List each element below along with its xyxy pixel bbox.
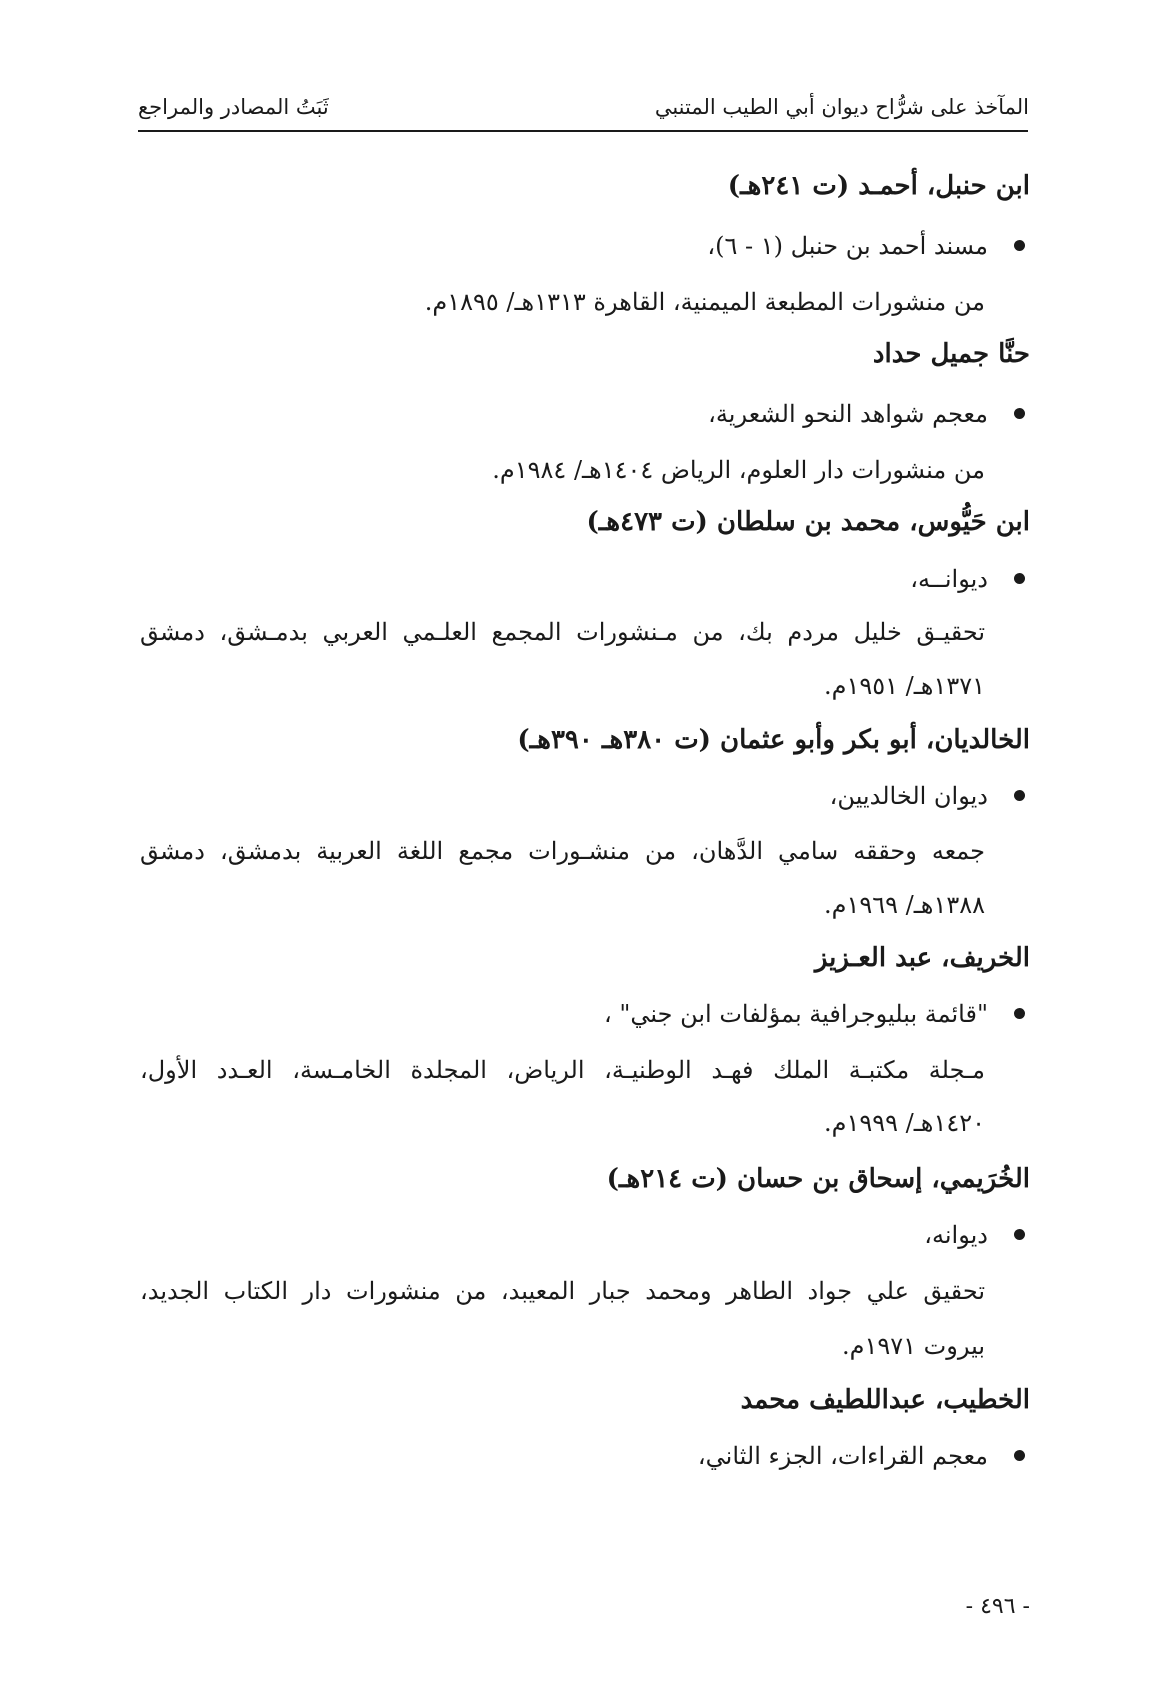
entry-work	[708, 396, 1025, 432]
entry-author: الخريف، عبد العـزيز	[814, 943, 1030, 973]
entry-publication: من منشورات دار العلوم، الرياض ١٤٠٤هـ/ ١٩٨٤م.	[492, 456, 985, 484]
entry-author: ابن حنبل، أحمـد (ت ٢٤١هـ)	[727, 171, 1030, 201]
entry-publication: جمعه وحققه سامي الدَّهان، من منشـورات مجمع اللغة العربية بدمشق، دمشق	[140, 837, 985, 865]
entry-work-title: مسند أحمد بن حنبل (١ - ٦)،	[707, 232, 988, 260]
bullet-icon	[1014, 408, 1025, 419]
entry-publication: من منشورات المطبعة الميمنية، القاهرة ١٣١٣هـ/ ١٨٩٥م.	[424, 288, 985, 316]
entry-work	[830, 778, 1025, 814]
entry-publication-date: ١٤٢٠هـ/ ١٩٩٩م.	[823, 1109, 985, 1137]
page-number: - ٤٩٦ -	[965, 1594, 1030, 1619]
running-header-title: المآخذ على شرُّاح ديوان أبي الطيب المتنبي	[654, 95, 1029, 119]
entry-author: الخطيب، عبداللطيف محمد	[740, 1385, 1030, 1415]
entry-work-title: معجم القراءات، الجزء الثاني،	[697, 1442, 988, 1470]
entry-publication: تحقيق علي جواد الطاهر ومحمد جبار المعيبد، من منشورات دار الكتاب الجديد،	[140, 1277, 985, 1305]
bullet-icon	[1014, 573, 1025, 584]
entry-author: ابن حَيُّوس، محمد بن سلطان (ت ٤٧٣هـ)	[586, 507, 1030, 537]
header-divider	[138, 130, 1028, 132]
bullet-icon	[1014, 1008, 1025, 1019]
entry-work	[910, 561, 1025, 597]
entry-work-title: "قائمة ببليوجرافية بمؤلفات ابن جني" ،	[603, 1000, 988, 1028]
entry-work-title: ديوانــه،	[910, 565, 988, 593]
entry-publication: مـجلة مكتبـة الملك فهـد الوطنيـة، الرياض، المجلدة الخامـسة، العـدد الأول،	[140, 1056, 985, 1084]
bullet-icon	[1014, 1229, 1025, 1240]
bullet-icon	[1014, 790, 1025, 801]
entry-publication-date: بيروت ١٩٧١م.	[841, 1332, 985, 1360]
entry-publication-date: ١٣٧١هـ/ ١٩٥١م.	[823, 672, 985, 700]
entry-author: حنَّا جميل حداد	[872, 339, 1030, 369]
running-header-section: ثَبَتُ المصادر والمراجع	[138, 95, 329, 119]
bullet-icon	[1014, 1450, 1025, 1461]
entry-work-title: ديوان الخالديين،	[829, 782, 988, 810]
entry-author: الخالديان، أبو بكر وأبو عثمان (ت ٣٨٠هـ ٣٩٠هـ)	[517, 725, 1030, 755]
entry-work-title: ديوانه،	[924, 1221, 988, 1249]
bullet-icon	[1014, 240, 1025, 251]
entry-publication-date: ١٣٨٨هـ/ ١٩٦٩م.	[823, 891, 985, 919]
entry-work-title: معجم شواهد النحو الشعرية،	[708, 400, 988, 428]
entry-publication: تحقيـق خليل مردم بك، من مـنشورات المجمع العلـمي العربي بدمـشق، دمشق	[140, 618, 986, 646]
entry-work	[604, 996, 1025, 1032]
entry-work	[698, 1438, 1025, 1474]
entry-work	[924, 1217, 1025, 1253]
entry-author: الخُرَيمي، إسحاق بن حسان (ت ٢١٤هـ)	[606, 1164, 1030, 1194]
entry-work	[707, 228, 1025, 264]
